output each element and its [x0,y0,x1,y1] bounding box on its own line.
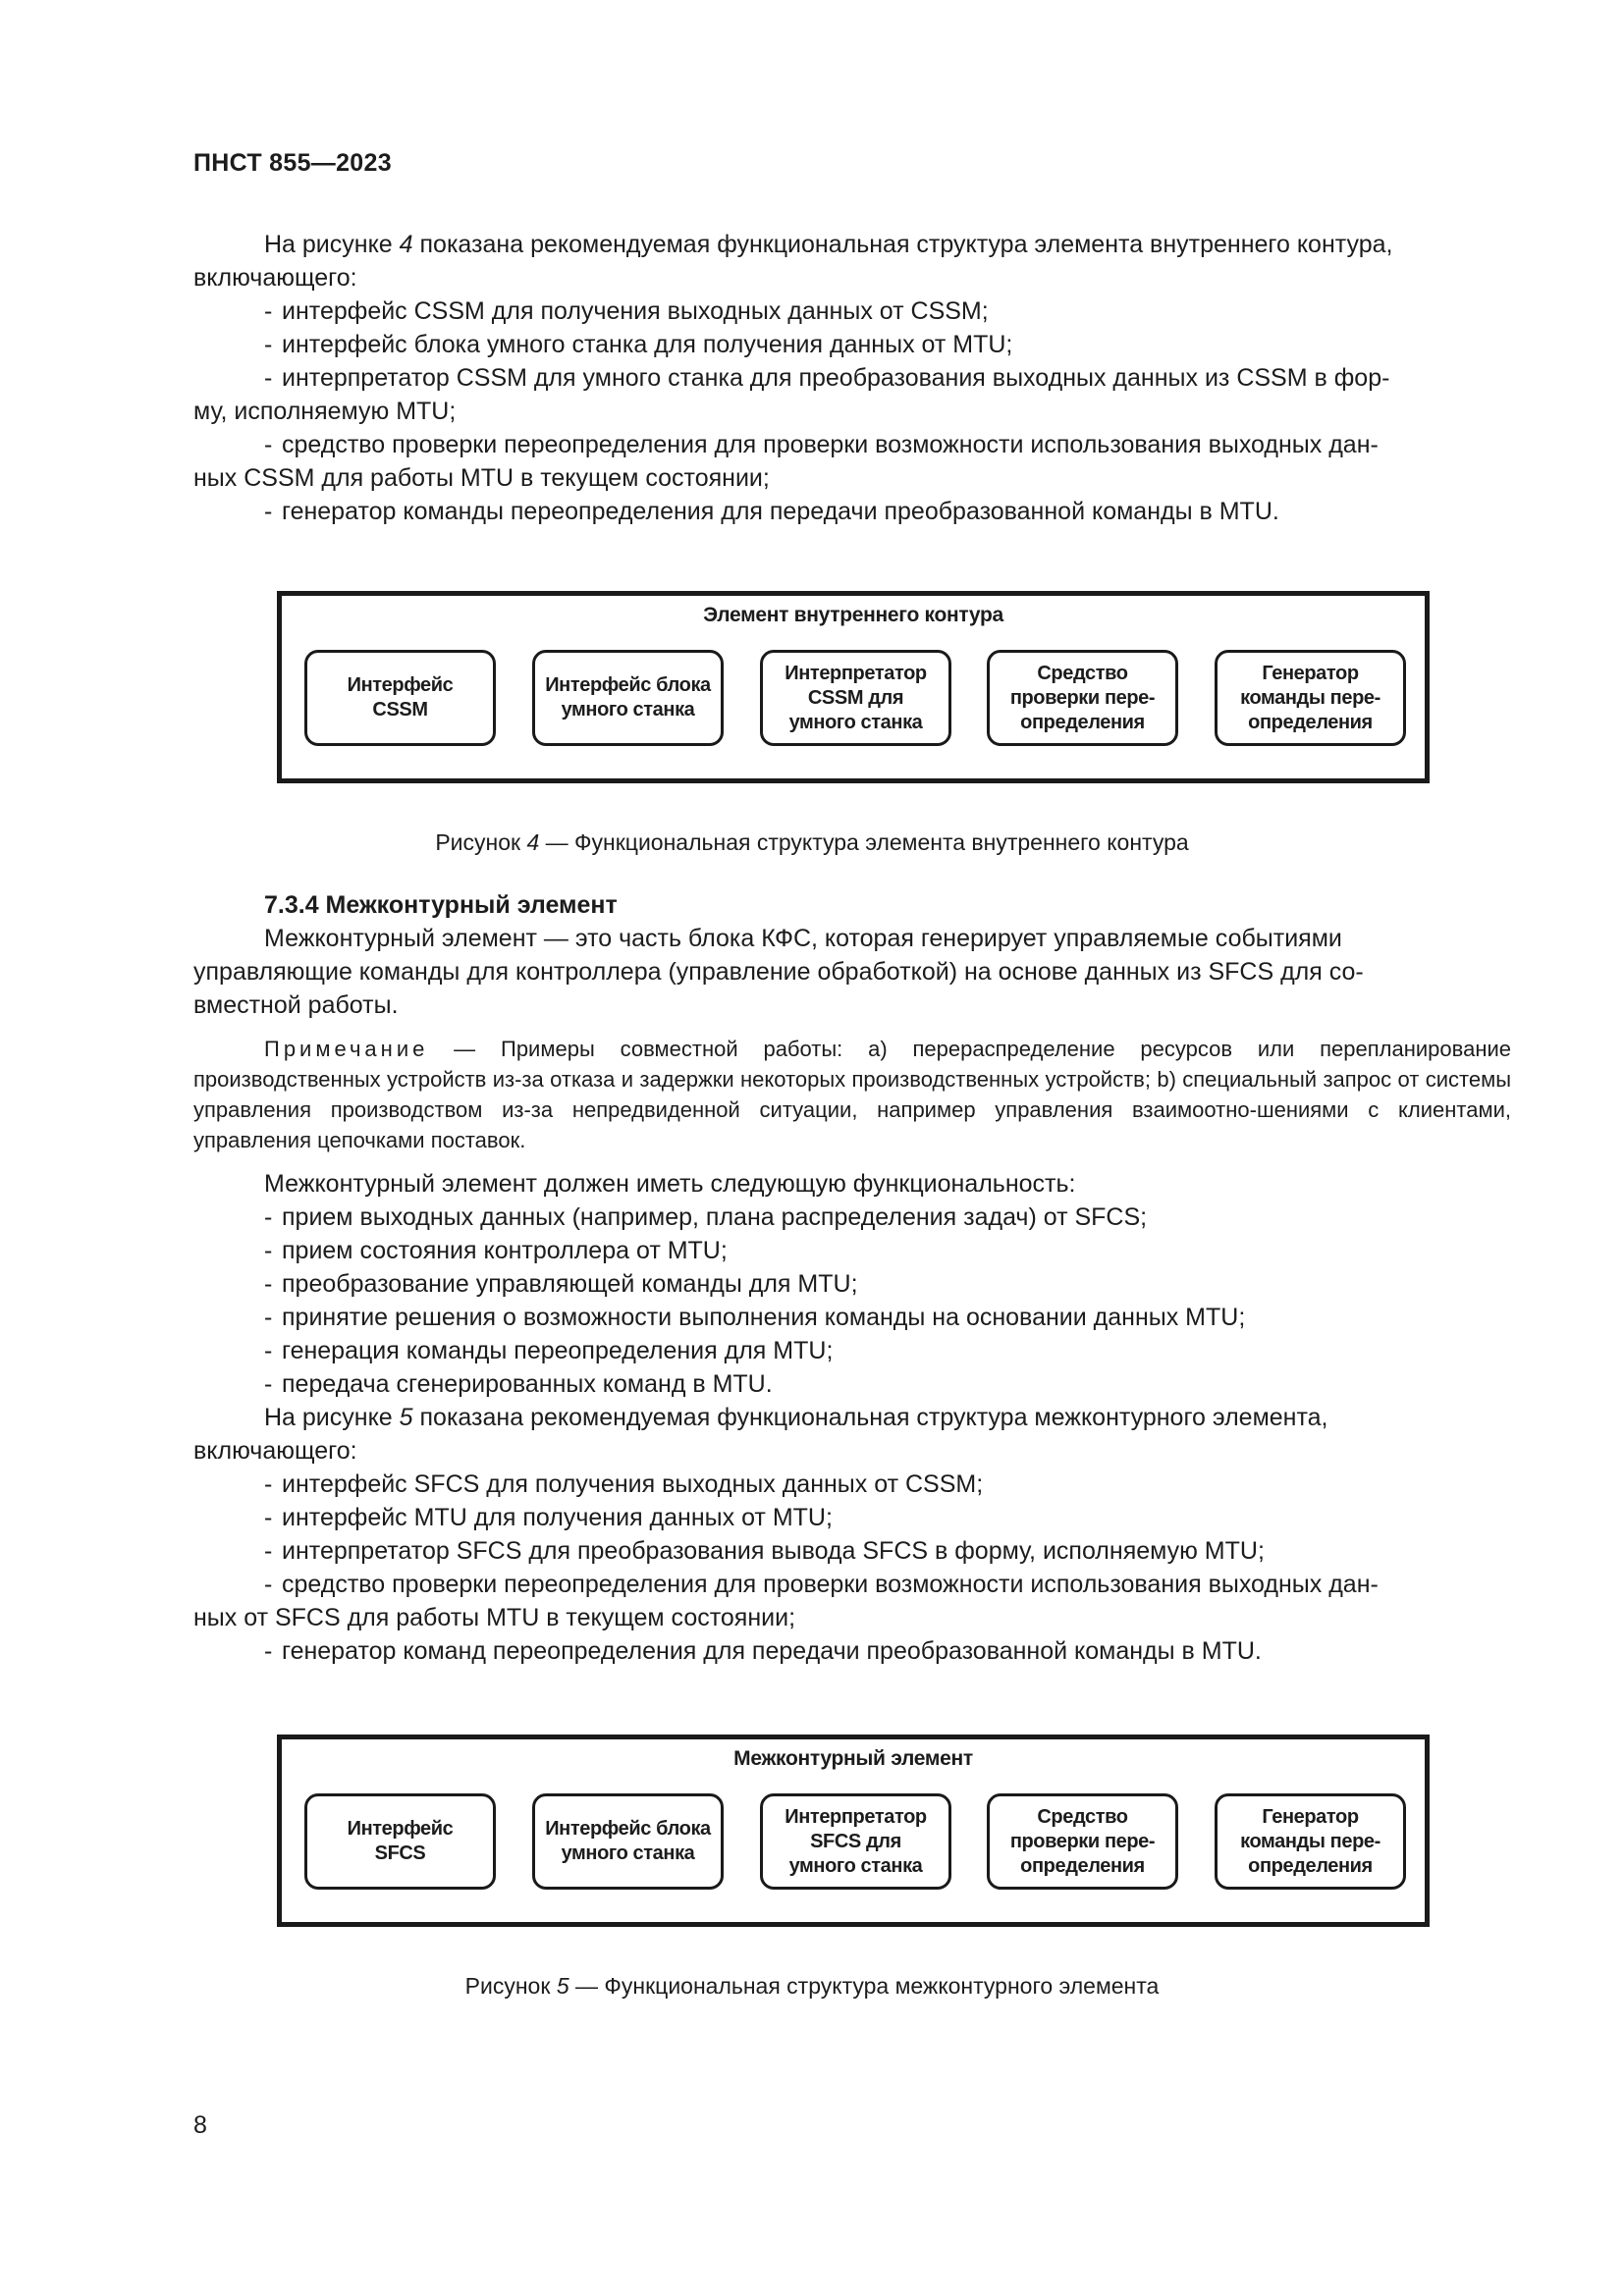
diagram-box: Интерфейс SFCS [304,1793,496,1890]
page-number: 8 [193,2111,207,2139]
list-item: - интерфейс CSSM для получения выходных данных от CSSM; [264,297,989,325]
func-intro: Межконтурный элемент должен иметь следующую функциональность: [264,1170,1076,1198]
diagram-box: Генератор команды пере- определения [1215,650,1406,746]
figure-ref: 4 [399,231,413,258]
diagram-box: Интерфейс блока умного станка [532,1793,724,1890]
paragraph-line: управляющие команды для контроллера (управление обработкой) на основе данных из SFCS для со- [193,958,1364,986]
list-item: - передача сгенерированных команд в MTU. [264,1370,773,1398]
intro-wrap: включающего: [193,264,357,292]
list-item: - прием состояния контроллера от MTU; [264,1237,728,1264]
list-item: - генератор команды переопределения для передачи преобразованной команды в MTU. [264,498,1279,525]
list-item: - преобразование управляющей команды для MTU; [264,1270,858,1298]
diagram-box: Средство проверки пере- определения [987,1793,1178,1890]
figure-5-diagram [277,1735,1430,1927]
diagram-box: Интерфейс блока умного станка [532,650,724,746]
section1-text [193,228,1511,528]
paragraph-line: Межконтурный элемент — это часть блока КФС, которая генерирует управляемые событиями [264,925,1342,952]
diagram-box: Средство проверки пере- определения [987,650,1178,746]
intro-paragraph: На рисунке 5 показана рекомендуемая функциональная структура межконтурного элемента, [264,1404,1328,1431]
intro-paragraph [193,228,1511,261]
list-item-wrap: му, исполняемую MTU; [193,398,457,425]
section2-text [193,888,1511,1668]
list-item: - генератор команд переопределения для передачи преобразованной команды в MTU. [264,1637,1262,1665]
list-item: - средство проверки переопределения для проверки возможности использования выходных дан- [264,431,1379,458]
note [193,1034,1511,1155]
list-item: - интерфейс блока умного станка для получения данных от MTU; [264,331,1013,358]
document-id: ПНСТ 855—2023 [193,149,392,177]
list-item: - прием выходных данных (например, плана распределения задач) от SFCS; [264,1203,1148,1231]
figure-4-caption: Рисунок 4 — Функциональная структура элемента внутреннего контура [435,829,1189,855]
intro-wrap: включающего: [193,1437,357,1465]
list-item: - интерпретатор SFCS для преобразования вывода SFCS в форму, исполняемую MTU; [264,1537,1265,1565]
list-item: - принятие решения о возможности выполнения команды на основании данных MTU; [264,1304,1246,1331]
figure-title: Межконтурный элемент [733,1747,973,1770]
figure-5-caption: Рисунок 5 — Функциональная структура межконтурного элемента [464,1973,1160,1999]
section-heading: 7.3.4 Межконтурный элемент [264,891,618,919]
figure-4-diagram [277,591,1430,783]
diagram-box: Интерпретатор SFCS для умного станка [760,1793,951,1890]
list-item: - интерфейс MTU для получения данных от MTU; [264,1504,833,1531]
diagram-box: Интерпретатор CSSM для умного станка [760,650,951,746]
figure-title: Элемент внутреннего контура [703,604,1003,626]
note-label: Примечание [264,1037,429,1061]
diagram-box: Генератор команды пере- определения [1215,1793,1406,1890]
list-item-wrap: ных CSSM для работы MTU в текущем состоянии; [193,464,770,492]
note-text: — Примеры совместной работы: a) перераспределение ресурсов или перепланирование производственных устройств из-за отказа и задержки некоторых производственных устройств; b) специальный запрос от системы управления производством из-за непредвиденной ситуации, например управления взаимоотно-шениями с клиентами, управления цепочками поставок. [193,1037,1511,1152]
intro-prefix: На рисунке [264,231,400,258]
list-item: - генерация команды переопределения для MTU; [264,1337,834,1364]
list-item: - интерпретатор CSSM для умного станка для преобразования выходных данных из CSSM в фор- [264,364,1390,392]
list-item-wrap: ных от SFCS для работы MTU в текущем состоянии; [193,1604,796,1631]
paragraph-line: вместной работы. [193,991,399,1019]
intro-suffix: показана рекомендуемая функциональная структура элемента внутреннего контура, [412,231,1393,258]
diagram-box: Интерфейс CSSM [304,650,496,746]
list-item: - средство проверки переопределения для проверки возможности использования выходных дан- [264,1571,1379,1598]
list-item: - интерфейс SFCS для получения выходных данных от CSSM; [264,1470,984,1498]
